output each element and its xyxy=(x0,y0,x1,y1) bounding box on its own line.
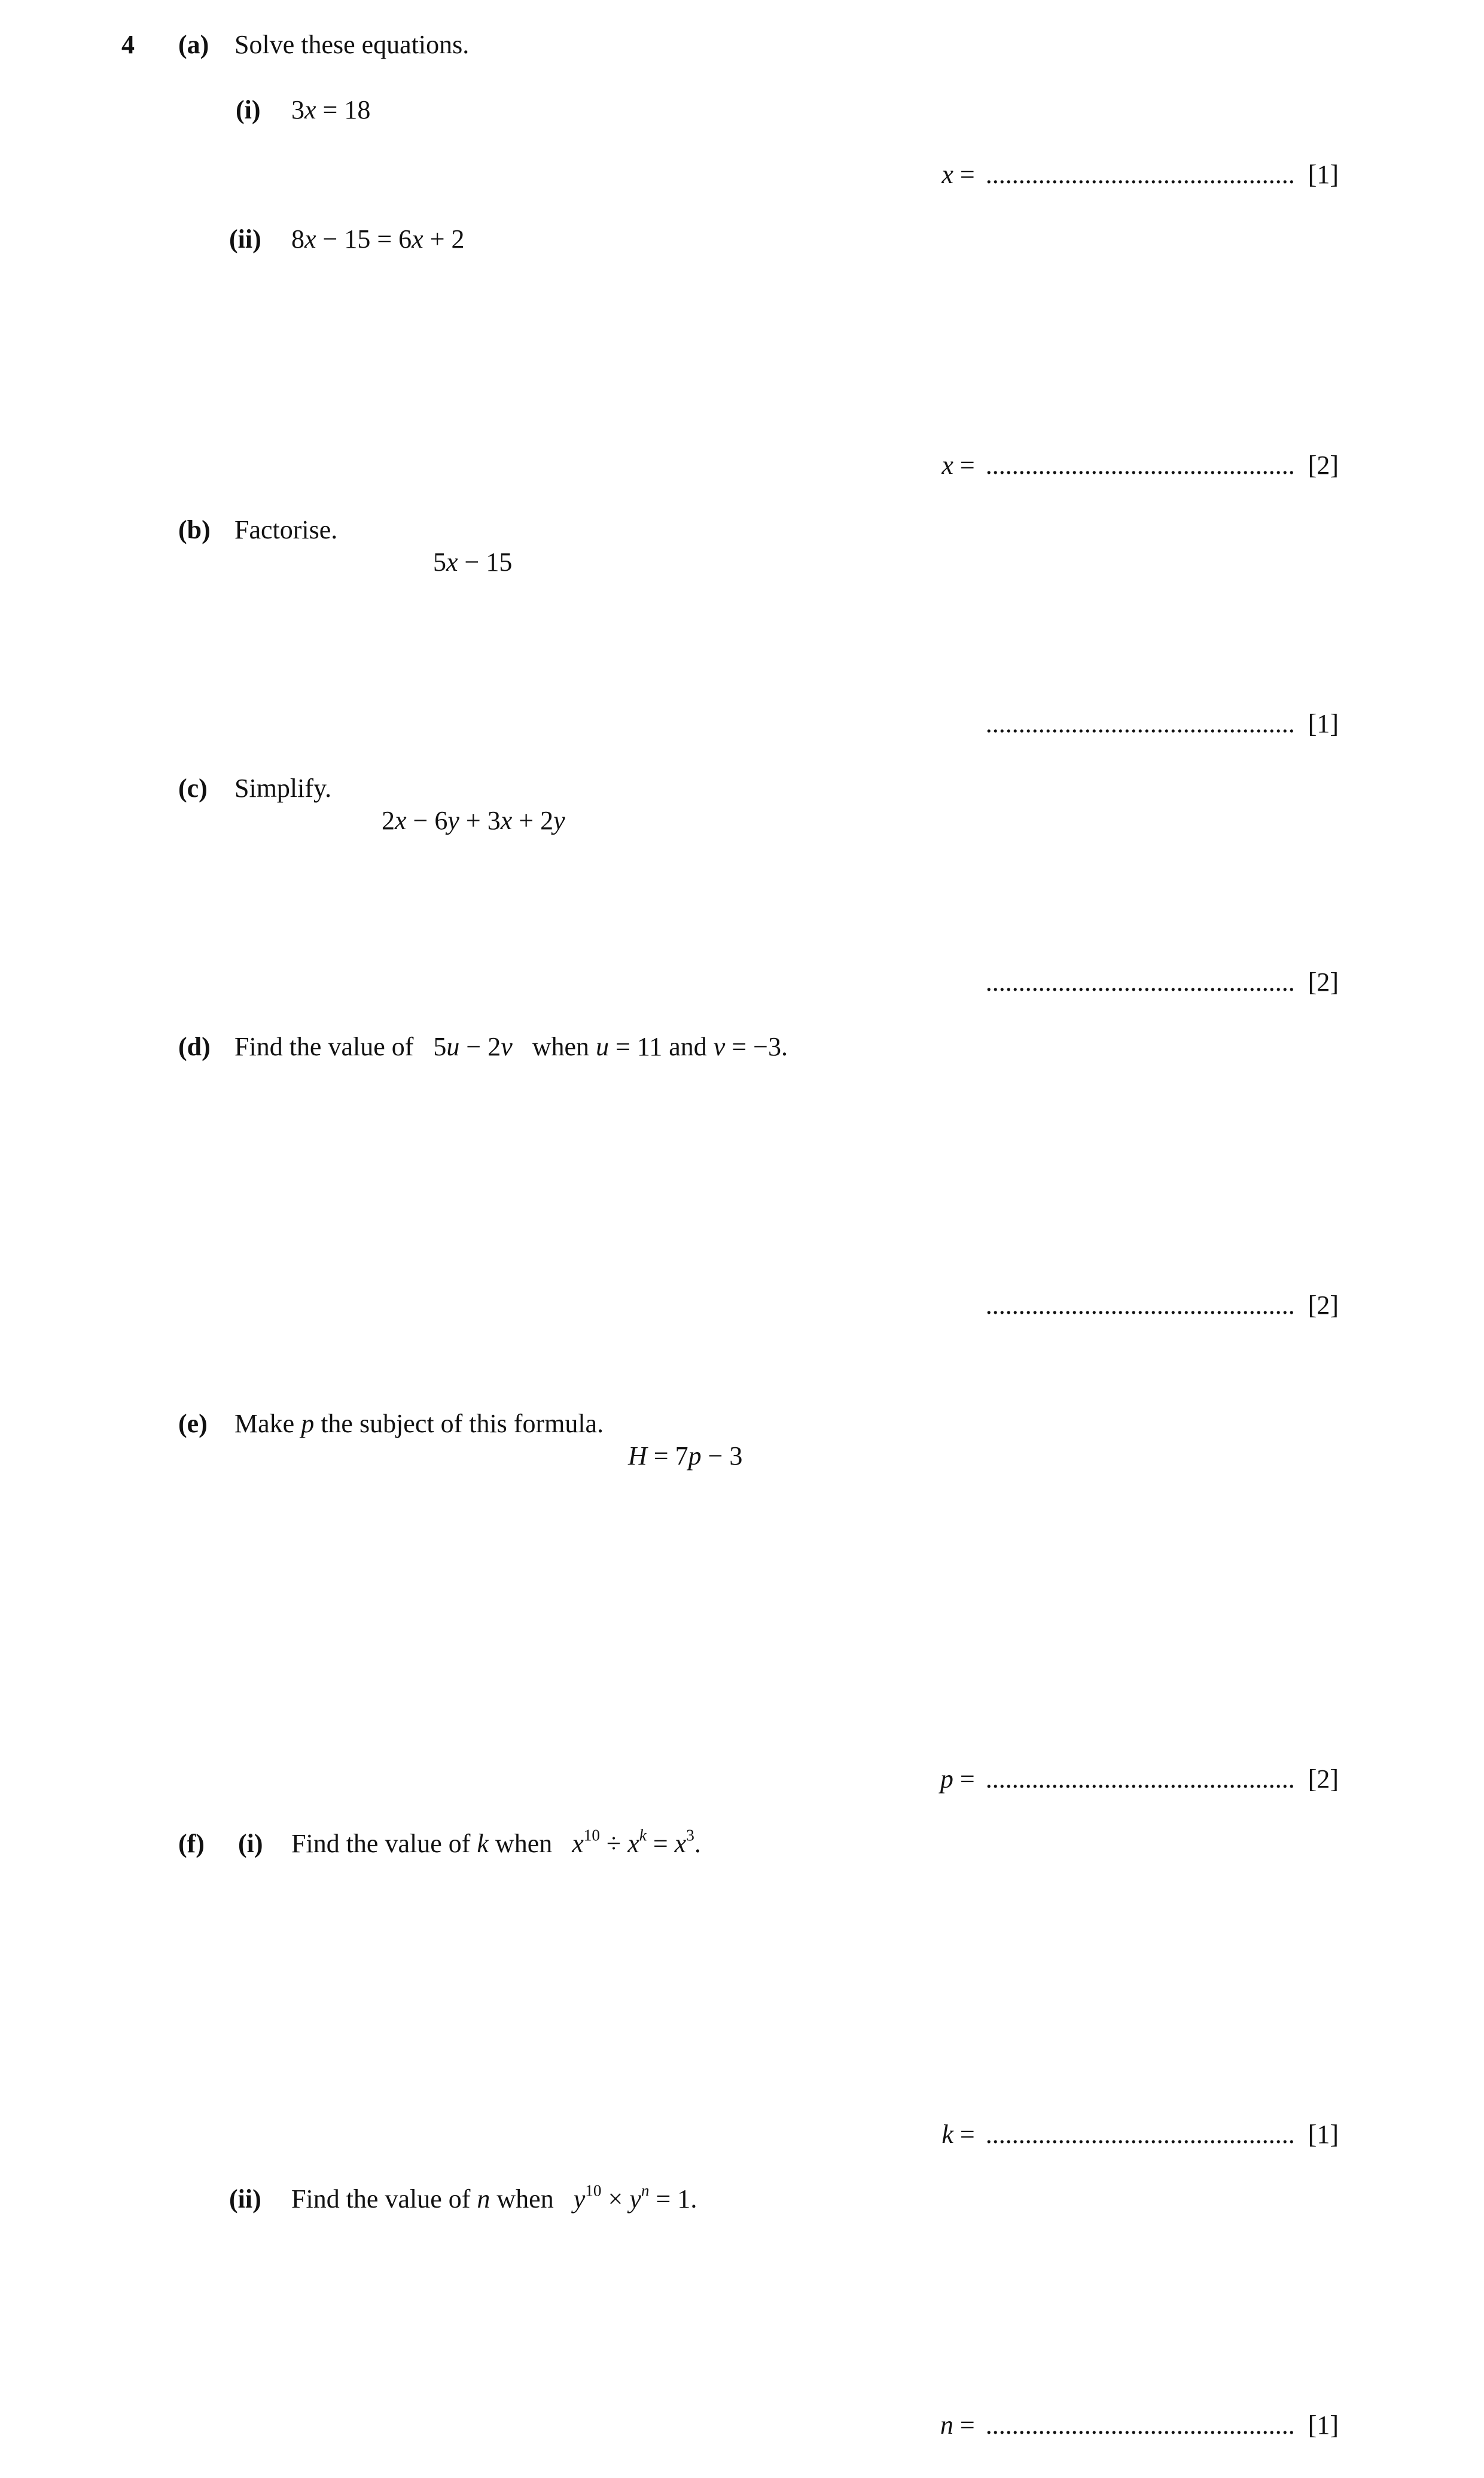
part-b-expression: 5x − 15 xyxy=(433,547,513,577)
answer-dots: ............................................... xyxy=(985,1290,1295,1320)
part-a-i-label: (i) xyxy=(236,95,261,124)
answer-line-a-i[interactable]: x = ............................................... [1] xyxy=(941,160,1339,189)
part-e-instruction: Make p the subject of this formula. xyxy=(234,1409,604,1438)
part-a-ii-equation: 8x − 15 = 6x + 2 xyxy=(291,224,465,254)
part-f-ii-label: (ii) xyxy=(229,2184,261,2214)
answer-dots: ............................................... xyxy=(985,709,1295,738)
part-f-i-question: Find the value of k when $x^{10} \div x^k = x^3$. xyxy=(291,1826,701,1858)
part-f-i-label: (i) xyxy=(238,1829,263,1858)
part-b-instruction: Factorise. xyxy=(234,515,338,544)
part-b-label: (b) xyxy=(178,515,211,544)
marks-a-i: [1] xyxy=(1308,160,1339,189)
marks-d: [2] xyxy=(1308,1290,1339,1320)
answer-line-c[interactable] xyxy=(986,969,1339,996)
answer-line-a-ii[interactable]: x = ............................................... [2] xyxy=(941,450,1339,480)
answer-line-e[interactable]: p = ............................................... [2] xyxy=(940,1764,1339,1794)
answer-dots: ............................................... xyxy=(985,1764,1295,1794)
marks-b: [1] xyxy=(1308,709,1339,738)
part-a-i-equation: 3x = 18 xyxy=(291,95,371,124)
part-c-expression: 2x − 6y + 3x + 2y xyxy=(382,806,565,835)
marks-a-ii: [2] xyxy=(1308,450,1339,480)
part-e-label: (e) xyxy=(178,1409,208,1438)
answer-dots: ............................................... xyxy=(985,967,1295,997)
part-e-formula: H = 7p − 3 xyxy=(628,1441,743,1471)
answer-dots: ............................................... xyxy=(985,160,1295,189)
marks-f-i: [1] xyxy=(1308,2120,1339,2149)
part-c-instruction: Simplify. xyxy=(234,774,332,803)
answer-line-f-i[interactable]: k = ............................................... [1] xyxy=(941,2120,1339,2149)
part-f-ii-question: Find the value of n when $y^{10} \times y^n = 1$. xyxy=(291,2181,697,2214)
marks-e: [2] xyxy=(1308,1764,1339,1794)
answer-line-d[interactable] xyxy=(986,1292,1339,1319)
answer-dots: ............................................... xyxy=(985,2120,1295,2149)
marks-c: [2] xyxy=(1308,967,1339,997)
part-c-label: (c) xyxy=(178,774,208,803)
marks-f-ii: [1] xyxy=(1308,2410,1339,2440)
part-d-instruction: Find the value of 5u − 2v when u = 11 and v = −3. xyxy=(234,1032,788,1061)
answer-line-f-ii[interactable]: n = ............................................... [1] xyxy=(940,2410,1339,2440)
part-a-instruction: Solve these equations. xyxy=(234,30,470,59)
part-d-label: (d) xyxy=(178,1032,211,1061)
part-f-label: (f) xyxy=(178,1829,205,1858)
question-number: 4 xyxy=(121,30,135,59)
part-a-label: (a) xyxy=(178,30,209,59)
answer-line-b[interactable] xyxy=(986,711,1339,737)
answer-dots: ............................................... xyxy=(985,2410,1295,2440)
answer-dots: ............................................... xyxy=(985,450,1295,480)
part-a-ii-label: (ii) xyxy=(229,224,261,254)
